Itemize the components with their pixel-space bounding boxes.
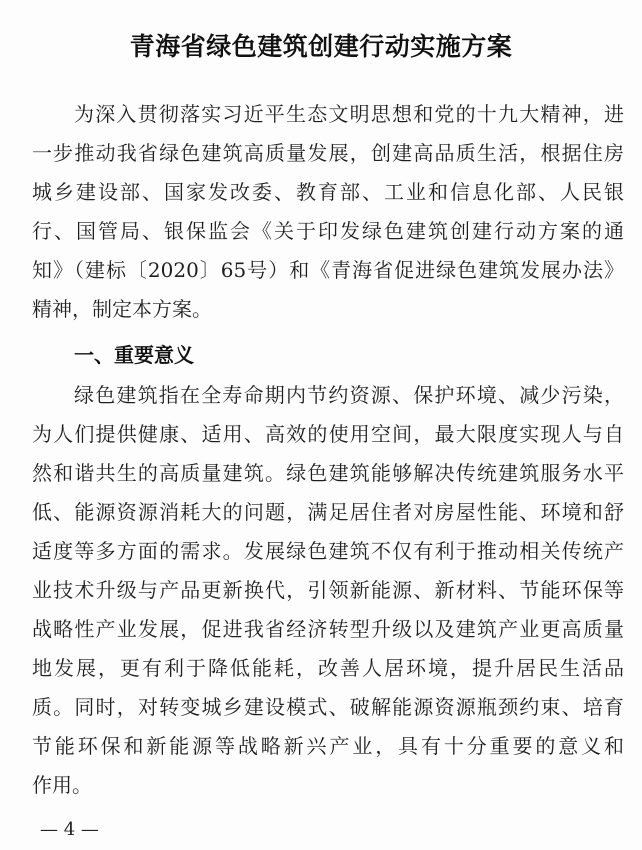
- section-line-2: 为人们提供健康、适用、高效的使用空间，最大限度实现人与自: [32, 422, 624, 446]
- section-heading: 一、重要意义: [74, 343, 194, 367]
- section-line-11: 作用。: [32, 773, 92, 797]
- section-line-1: 绿色建筑指在全寿命期内节约资源、保护环境、减少污染，: [74, 383, 624, 407]
- intro-line-3: 城乡建设部、国家发改委、教育部、工业和信息化部、人民银: [32, 180, 624, 204]
- section-line-4: 低、能源资源消耗大的问题，满足居住者对房屋性能、环境和舒: [32, 500, 624, 524]
- section-line-3: 然和谐共生的高质量建筑。绿色建筑能够解决传统建筑服务水平: [32, 461, 624, 485]
- intro-line-5: 知》（建标〔2020〕65号）和《青海省促进绿色建筑发展办法》: [32, 258, 624, 282]
- intro-line-4: 行、国管局、银保监会《关于印发绿色建筑创建行动方案的通: [32, 219, 624, 243]
- intro-line-1: 为深入贯彻落实习近平生态文明思想和党的十九大精神，进: [74, 102, 624, 126]
- section-line-10: 节能环保和新能源等战略新兴产业，具有十分重要的意义和: [32, 734, 624, 758]
- document-title: 青海省绿色建筑创建行动实施方案: [129, 32, 513, 61]
- section-line-6: 业技术升级与产品更新换代，引领新能源、新材料、节能环保等: [32, 578, 624, 602]
- section-line-9: 质。同时，对转变城乡建设模式、破解能源资源瓶颈约束、培育: [32, 695, 624, 719]
- section-line-7: 战略性产业发展，促进我省经济转型升级以及建筑产业更高质量: [32, 617, 624, 641]
- section-line-8: 地发展，更有利于降低能耗，改善人居环境，提升居民生活品: [32, 656, 624, 680]
- page-number: — 4 —: [40, 819, 99, 840]
- intro-line-2: 一步推动我省绿色建筑高质量发展，创建高品质生活，根据住房: [32, 141, 624, 165]
- intro-line-6: 精神，制定本方案。: [32, 297, 212, 321]
- section-line-5: 适度等多方面的需求。发展绿色建筑不仅有利于推动相关传统产: [32, 539, 624, 563]
